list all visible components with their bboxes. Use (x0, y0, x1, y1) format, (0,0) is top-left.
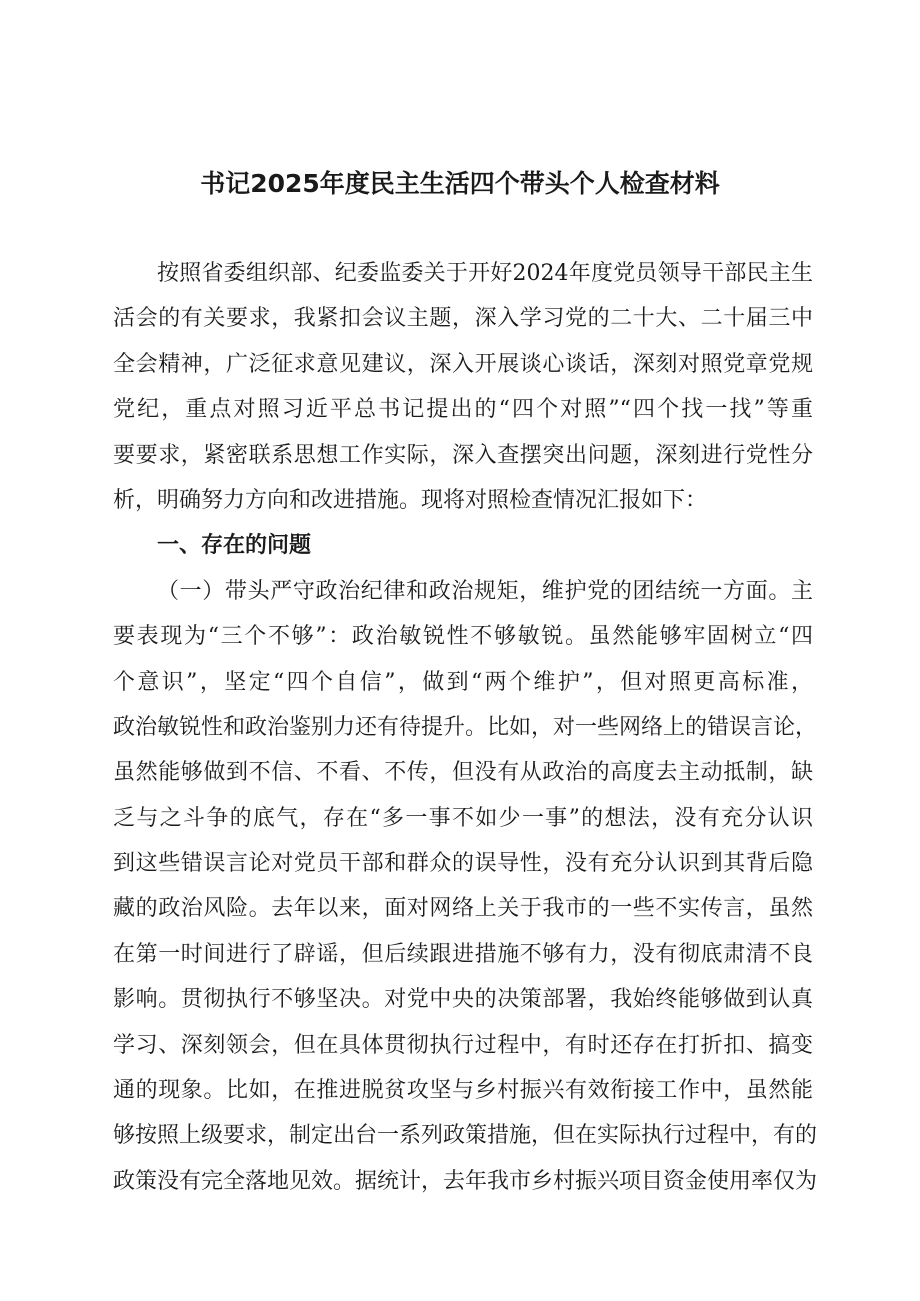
intro-line: 全会精神，广泛征求意见建议，深入开展谈心谈话，深刻对照党章党规 (113, 351, 813, 377)
section1-line: 影响。贯彻执行不够坚决。对党中央的决策部署，我始终能够做到认真 (113, 987, 813, 1013)
document-title: 书记2025年度民主生活四个带头个人检查材料 (200, 169, 720, 198)
document-body (113, 251, 818, 1204)
intro-line: 按照省委组织部、纪委监委关于开好2024年度党员领导干部民主生 (157, 261, 813, 286)
section1-line: 够按照上级要求，制定出台一系列政策措施，但在实际执行过程中，有的 (113, 1123, 818, 1149)
section1-line: 虽然能够做到不信、不看、不传，但没有从政治的高度去主动抵制，缺 (113, 760, 813, 786)
intro-line: 析，明确努力方向和改进措施。现将对照检查情况汇报如下： (113, 487, 708, 513)
intro-line: 要要求，紧密联系思想工作实际，深入查摆突出问题，深刻进行党性分 (113, 442, 813, 468)
section1-line: 乏与之斗争的底气，存在“多一事不如少一事”的想法，没有充分认识 (113, 805, 813, 831)
section1-line: 藏的政治风险。去年以来，面对网络上关于我市的一些不实传言，虽然 (113, 896, 813, 922)
section1-line: 通的现象。比如，在推进脱贫攻坚与乡村振兴有效衔接工作中，虽然能 (113, 1078, 813, 1104)
intro-paragraph (113, 251, 813, 523)
section1-line: 政治敏锐性和政治鉴别力还有待提升。比如，对一些网络上的错误言论， (113, 714, 818, 740)
section1-line: 个意识”，坚定“四个自信”，做到“两个维护”，但对照更高标准， (113, 669, 813, 695)
section1-line: 要表现为“三个不够”：政治敏锐性不够敏锐。虽然能够牢固树立“四 (113, 624, 813, 650)
intro-line: 党纪，重点对照习近平总书记提出的“四个对照”“四个找一找”等重 (113, 397, 813, 423)
section1-line: 政策没有完全落地见效。据统计，去年我市乡村振兴项目资金使用率仅为 (113, 1168, 818, 1194)
section1-line: 到这些错误言论对党员干部和群众的误导性，没有充分认识到其背后隐 (113, 851, 813, 877)
section-heading: 一、存在的问题 (157, 533, 312, 559)
section1-line: 学习、深刻领会，但在具体贯彻执行过程中，有时还存在打折扣、搞变 (113, 1032, 813, 1058)
section1-line: 在第一时间进行了辟谣，但后续跟进措施不够有力，没有彻底肃清不良 (113, 941, 813, 967)
section1-paragraph (113, 569, 818, 1204)
intro-line: 活会的有关要求，我紧扣会议主题，深入学习党的二十大、二十届三中 (113, 306, 813, 332)
section1-line: （一）带头严守政治纪律和政治规矩，维护党的团结统一方面。主 (157, 578, 813, 604)
